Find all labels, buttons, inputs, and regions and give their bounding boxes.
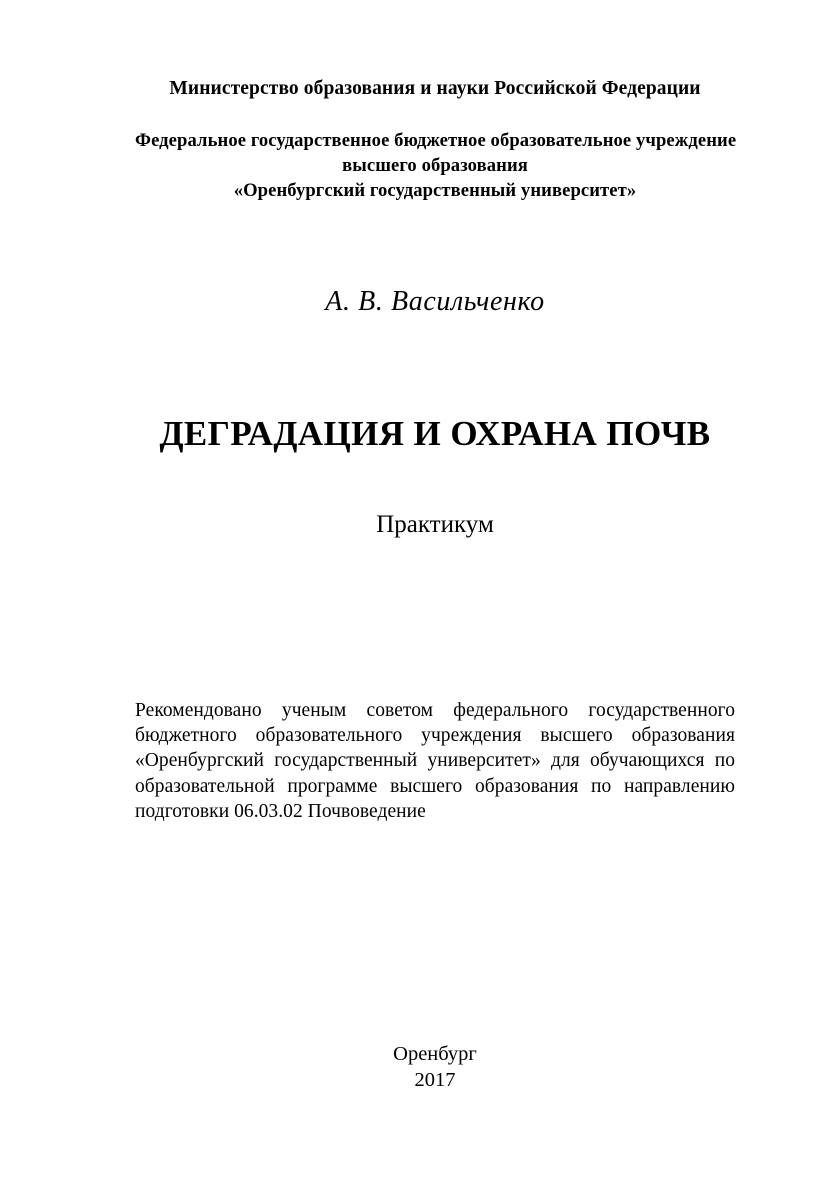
imprint-block <box>135 1041 735 1093</box>
page-subtitle: Практикум <box>376 511 494 538</box>
publisher-header <box>135 76 735 203</box>
imprint-year: 2017 <box>414 1069 456 1091</box>
ministry-line: Министерство образования и науки Российской Федерации <box>169 78 701 99</box>
imprint-city: Оренбург <box>393 1043 477 1065</box>
author-block <box>135 285 735 319</box>
page-title: ДЕГРАДАЦИЯ И ОХРАНА ПОЧВ <box>159 414 711 453</box>
title-block <box>135 413 735 455</box>
author-name: А. В. Васильченко <box>325 286 545 317</box>
university-name-line: «Оренбургский государственный университет» <box>233 180 637 201</box>
recommendation-text: Рекомендовано ученым советом федерального государственного бюджетного образовательного учреждения высшего образования «Оренбургский государственный университет» для обучающихся по образовательной программе высшего образования по направлению подготовки 06.03.02 Почвоведение <box>135 699 735 823</box>
institution-line: Федеральное государственное бюджетное образовательное учреждение <box>135 130 737 151</box>
education-level-line: высшего образования <box>342 155 528 176</box>
recommendation-block <box>135 678 735 844</box>
subtitle-block <box>135 509 735 540</box>
